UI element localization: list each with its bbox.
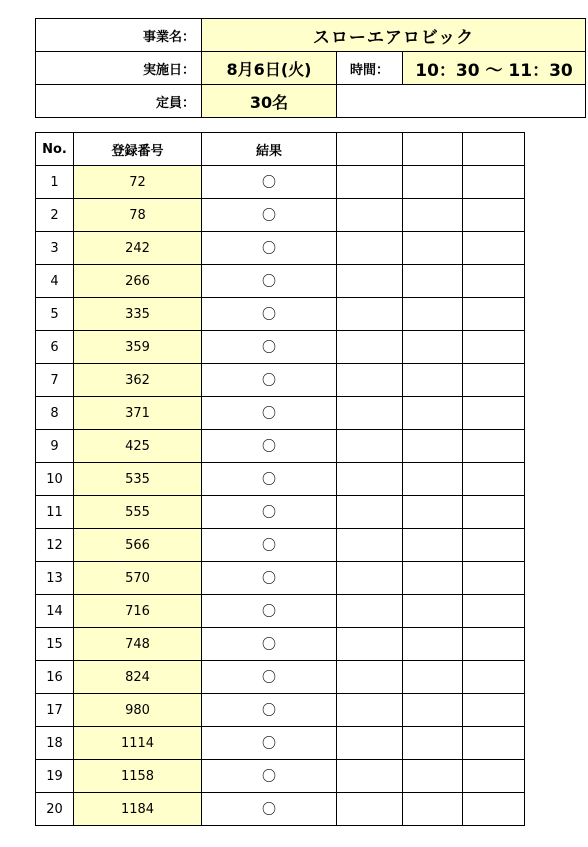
registration-number: 78	[74, 199, 202, 232]
result-mark: 〇	[202, 397, 337, 430]
blank-cell	[403, 595, 463, 628]
blank-cell	[337, 430, 403, 463]
blank-cell	[403, 661, 463, 694]
result-mark: 〇	[202, 496, 337, 529]
capacity-label: 定員：	[36, 85, 202, 118]
row-number: 14	[36, 595, 74, 628]
row-number: 9	[36, 430, 74, 463]
result-mark: 〇	[202, 694, 337, 727]
row-number: 18	[36, 727, 74, 760]
blank-cell	[403, 463, 463, 496]
result-mark: 〇	[202, 529, 337, 562]
row-number: 10	[36, 463, 74, 496]
table-row	[36, 199, 525, 232]
col-header-blank-3	[463, 133, 525, 166]
blank-cell	[463, 727, 525, 760]
row-number: 1	[36, 166, 74, 199]
registration-number: 570	[74, 562, 202, 595]
blank-cell	[463, 562, 525, 595]
blank-cell	[337, 265, 403, 298]
result-mark: 〇	[202, 232, 337, 265]
registration-number: 980	[74, 694, 202, 727]
table-row	[36, 430, 525, 463]
blank-cell	[463, 265, 525, 298]
blank-cell	[403, 397, 463, 430]
row-number: 2	[36, 199, 74, 232]
blank-cell	[463, 529, 525, 562]
blank-cell	[403, 232, 463, 265]
blank-cell	[337, 397, 403, 430]
blank-cell	[403, 496, 463, 529]
time-value: 10：30 ～ 11：30	[403, 52, 586, 85]
blank-cell	[403, 364, 463, 397]
table-row	[36, 232, 525, 265]
row-number: 7	[36, 364, 74, 397]
registration-number: 266	[74, 265, 202, 298]
result-mark: 〇	[202, 793, 337, 826]
date-label: 実施日：	[36, 52, 202, 85]
table-row	[36, 298, 525, 331]
table-row	[36, 793, 525, 826]
table-row	[36, 364, 525, 397]
result-mark: 〇	[202, 331, 337, 364]
blank-cell	[403, 166, 463, 199]
blank-cell	[463, 793, 525, 826]
table-row	[36, 331, 525, 364]
table-row	[36, 265, 525, 298]
time-label: 時間：	[337, 52, 403, 85]
result-mark: 〇	[202, 199, 337, 232]
blank-cell	[337, 529, 403, 562]
blank-cell	[463, 694, 525, 727]
results-body	[36, 166, 525, 826]
blank-cell	[463, 430, 525, 463]
table-row	[36, 727, 525, 760]
capacity-row	[36, 85, 586, 118]
table-row	[36, 496, 525, 529]
result-mark: 〇	[202, 595, 337, 628]
table-row	[36, 463, 525, 496]
blank-cell	[337, 727, 403, 760]
registration-number: 1114	[74, 727, 202, 760]
blank-cell	[337, 793, 403, 826]
blank-cell	[463, 628, 525, 661]
table-row	[36, 661, 525, 694]
result-mark: 〇	[202, 430, 337, 463]
blank-cell	[337, 364, 403, 397]
registration-number: 555	[74, 496, 202, 529]
blank-cell	[403, 298, 463, 331]
registration-number: 566	[74, 529, 202, 562]
registration-number: 716	[74, 595, 202, 628]
blank-cell	[463, 232, 525, 265]
table-row	[36, 595, 525, 628]
blank-cell	[337, 232, 403, 265]
capacity-value: 30名	[202, 85, 337, 118]
results-table	[35, 132, 525, 826]
row-number: 17	[36, 694, 74, 727]
registration-number: 748	[74, 628, 202, 661]
registration-number: 535	[74, 463, 202, 496]
result-mark: 〇	[202, 628, 337, 661]
row-number: 8	[36, 397, 74, 430]
registration-number: 242	[74, 232, 202, 265]
blank-cell	[403, 331, 463, 364]
registration-number: 362	[74, 364, 202, 397]
blank-cell	[337, 199, 403, 232]
blank-cell	[337, 496, 403, 529]
row-number: 4	[36, 265, 74, 298]
results-header-row	[36, 133, 525, 166]
row-number: 5	[36, 298, 74, 331]
blank-cell	[403, 694, 463, 727]
blank-cell	[337, 760, 403, 793]
row-number: 11	[36, 496, 74, 529]
table-row	[36, 628, 525, 661]
date-row	[36, 52, 586, 85]
registration-number: 335	[74, 298, 202, 331]
registration-number: 824	[74, 661, 202, 694]
row-number: 3	[36, 232, 74, 265]
result-mark: 〇	[202, 166, 337, 199]
blank-cell	[403, 628, 463, 661]
table-row	[36, 760, 525, 793]
registration-number: 425	[74, 430, 202, 463]
blank-cell	[463, 496, 525, 529]
blank-cell	[463, 298, 525, 331]
blank-cell	[403, 529, 463, 562]
registration-number: 72	[74, 166, 202, 199]
event-name: スローエアロビック	[202, 19, 586, 52]
row-number: 20	[36, 793, 74, 826]
blank-cell	[337, 298, 403, 331]
blank-cell	[463, 760, 525, 793]
table-row	[36, 397, 525, 430]
col-header-blank-1	[337, 133, 403, 166]
result-mark: 〇	[202, 760, 337, 793]
col-header-registration: 登録番号	[74, 133, 202, 166]
row-number: 16	[36, 661, 74, 694]
result-mark: 〇	[202, 727, 337, 760]
table-row	[36, 529, 525, 562]
row-number: 12	[36, 529, 74, 562]
blank-cell	[463, 199, 525, 232]
row-number: 15	[36, 628, 74, 661]
blank-cell	[403, 199, 463, 232]
table-row	[36, 562, 525, 595]
blank-cell	[403, 793, 463, 826]
result-mark: 〇	[202, 463, 337, 496]
blank-cell	[463, 331, 525, 364]
event-info-table	[35, 18, 586, 118]
result-mark: 〇	[202, 364, 337, 397]
result-mark: 〇	[202, 562, 337, 595]
event-label: 事業名：	[36, 19, 202, 52]
row-number: 6	[36, 331, 74, 364]
date-value: 8月6日(火)	[202, 52, 337, 85]
blank-cell	[337, 694, 403, 727]
blank-cell	[403, 430, 463, 463]
blank-cell	[463, 595, 525, 628]
blank-cell	[403, 265, 463, 298]
capacity-empty-cell	[337, 85, 586, 118]
blank-cell	[403, 562, 463, 595]
blank-cell	[337, 595, 403, 628]
blank-cell	[337, 628, 403, 661]
registration-number: 371	[74, 397, 202, 430]
blank-cell	[463, 463, 525, 496]
blank-cell	[337, 331, 403, 364]
row-number: 19	[36, 760, 74, 793]
blank-cell	[337, 661, 403, 694]
result-mark: 〇	[202, 661, 337, 694]
row-number: 13	[36, 562, 74, 595]
registration-number: 359	[74, 331, 202, 364]
blank-cell	[337, 463, 403, 496]
blank-cell	[337, 166, 403, 199]
blank-cell	[403, 727, 463, 760]
col-header-blank-2	[403, 133, 463, 166]
blank-cell	[463, 661, 525, 694]
blank-cell	[403, 760, 463, 793]
registration-number: 1158	[74, 760, 202, 793]
blank-cell	[463, 397, 525, 430]
blank-cell	[463, 364, 525, 397]
result-mark: 〇	[202, 265, 337, 298]
blank-cell	[463, 166, 525, 199]
result-mark: 〇	[202, 298, 337, 331]
col-header-result: 結果	[202, 133, 337, 166]
registration-number: 1184	[74, 793, 202, 826]
event-row	[36, 19, 586, 52]
table-row	[36, 166, 525, 199]
blank-cell	[337, 562, 403, 595]
col-header-no: No.	[36, 133, 74, 166]
table-row	[36, 694, 525, 727]
